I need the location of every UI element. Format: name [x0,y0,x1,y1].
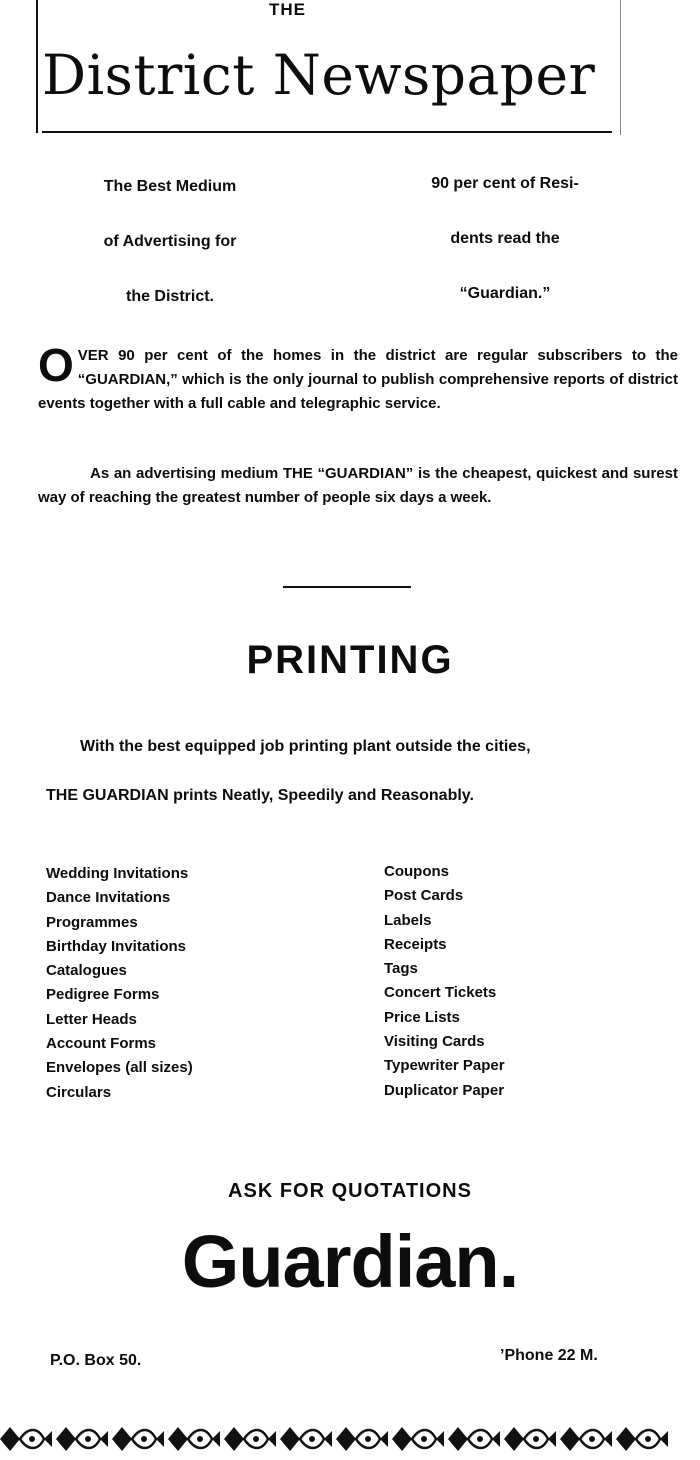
product-item: Typewriter Paper [384,1057,505,1075]
guardian-logo: Guardian. [181,1220,519,1303]
product-item: Visiting Cards [384,1033,485,1051]
tagline-right-1: 90 per cent of Resi- [431,175,579,192]
product-item: Envelopes (all sizes) [46,1059,193,1077]
product-item: Post Cards [384,887,464,905]
paragraph-advertising: As an advertising medium THE “GUARDIAN” is the cheapest, quickest and surest way of reaching the greatest number of people six days a week. [38,465,678,506]
tagline-left-3: the District. [125,288,214,305]
product-list-right [384,860,505,1103]
product-item: Birthday Invitations [46,937,187,955]
product-list-left [46,862,193,1105]
tagline-right-3: “Guardian.” [459,285,551,302]
product-item: Price Lists [384,1008,460,1026]
product-item: Circulars [46,1083,112,1101]
product-item: Wedding Invitations [46,865,189,882]
product-item: Duplicator Paper [384,1081,505,1099]
po-box: P.O. Box 50. [50,1352,142,1369]
product-item: Programmes [46,913,138,931]
masthead-right-rule [620,0,621,135]
product-item: Account Forms [46,1035,157,1053]
masthead-underline [42,131,612,133]
product-item: Catalogues [46,962,127,980]
ornamental-border [0,1418,700,1460]
drop-cap: O [38,339,74,391]
phone-number: ’Phone 22 M. [500,1347,598,1364]
product-item: Pedigree Forms [46,986,160,1004]
product-item: Labels [384,911,432,929]
tagline-left-1: The Best Medium [103,178,237,195]
masthead-the: THE [269,0,306,19]
product-item: Tags [384,960,418,978]
product-item: Dance Invitations [46,889,171,907]
paragraph-circulation [38,339,678,416]
product-item: Receipts [384,935,447,953]
product-item: Coupons [384,863,449,880]
tagline-right-2: dents read the [450,230,560,247]
printing-intro-line: With the best equipped job printing plant outside the cities, [80,738,531,755]
masthead-title: District Newspaper [42,43,596,107]
product-item: Letter Heads [46,1010,137,1028]
section-divider [283,586,411,588]
printing-heading: PRINTING [246,638,454,682]
product-item: Concert Tickets [384,984,497,1002]
printing-claim-line: THE GUARDIAN prints Neatly, Speedily and Reasonably. [46,787,474,804]
quotation-callout: ASK FOR QUOTATIONS [228,1180,472,1202]
tagline-left-2: of Advertising for [103,233,237,250]
paragraph-circulation-text: VER 90 per cent of the homes in the district are regular subscribers to the “GUARDIAN,” which is the only journal to publish comprehensive reports of district events together with a full cable and telegraphic service. [38,347,678,412]
